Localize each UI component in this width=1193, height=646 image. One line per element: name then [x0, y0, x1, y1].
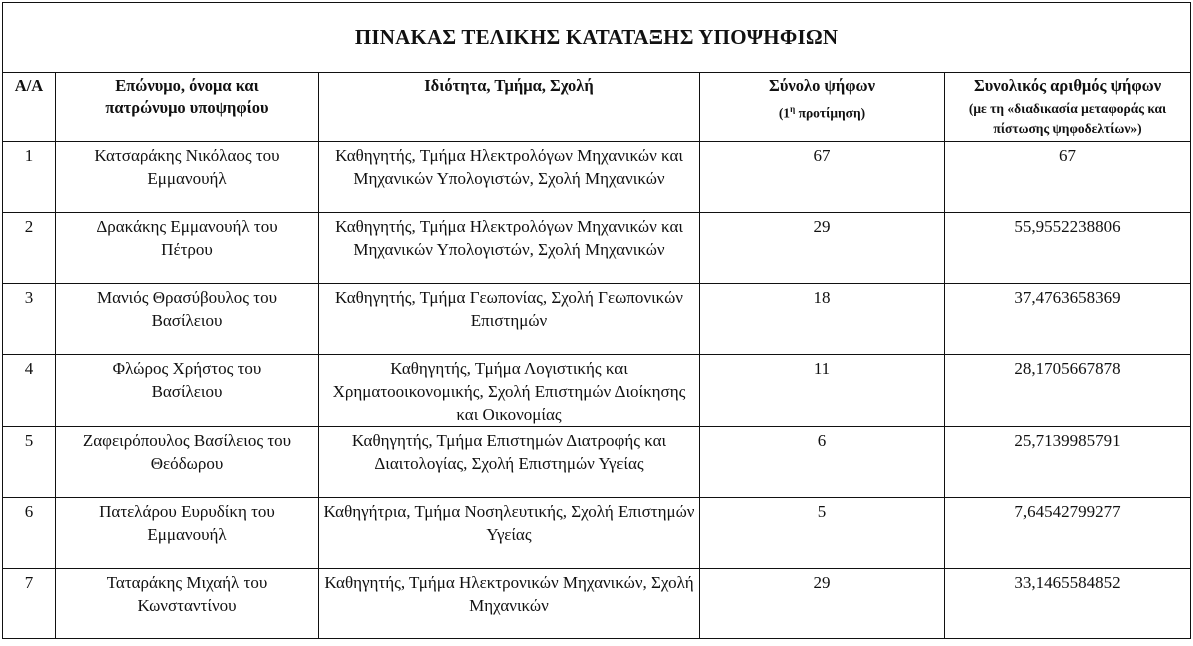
table-row: [3, 569, 1191, 639]
cell-name: Πατελάρου Ευρυδίκη του Εμμανουήλ: [56, 498, 319, 569]
cell-total: 55,9552238806: [945, 213, 1191, 284]
cell-aa: 2: [3, 213, 56, 284]
table-row: [3, 498, 1191, 569]
header-total-label: Συνολικός αριθμός ψήφων: [973, 76, 1162, 95]
header-votes-sub-sup: η: [790, 104, 796, 114]
cell-position: Καθηγητής, Τμήμα Ηλεκτρολόγων Μηχανικών και Μηχανικών Υπολογιστών, Σχολή Μηχανικών: [319, 213, 700, 284]
cell-total: 7,64542799277: [945, 498, 1191, 569]
cell-position: Καθηγητής, Τμήμα Λογιστικής και Χρηματοοικονομικής, Σχολή Επιστημών Διοίκησης και Οικονομίας: [319, 355, 700, 427]
header-row: [3, 73, 1191, 142]
header-total-sub: (με τη «διαδικασία μεταφοράς και πίστωσης ψηφοδελτίων»): [968, 101, 1167, 136]
cell-position: Καθηγητής, Τμήμα Επιστημών Διατροφής και Διαιτολογίας, Σχολή Επιστημών Υγείας: [319, 427, 700, 498]
header-votes-sub: [704, 99, 940, 124]
cell-name: Φλώρος Χρήστος του Βασίλειου: [56, 355, 319, 427]
cell-votes: 29: [700, 213, 945, 284]
cell-votes: 11: [700, 355, 945, 427]
document-title: ΠΙΝΑΚΑΣ ΤΕΛΙΚΗΣ ΚΑΤΑΤΑΞΗΣ ΥΠΟΨΗΦΙΩΝ: [3, 3, 1191, 73]
header-votes-sub-post: προτίμηση): [795, 105, 866, 121]
header-total: [945, 73, 1191, 142]
table-row: [3, 355, 1191, 427]
cell-votes: 18: [700, 284, 945, 355]
table-body: [3, 142, 1191, 639]
ranking-table: [2, 2, 1191, 639]
cell-position: Καθηγητής, Τμήμα Ηλεκτρολόγων Μηχανικών και Μηχανικών Υπολογιστών, Σχολή Μηχανικών: [319, 142, 700, 213]
table-row: [3, 213, 1191, 284]
cell-position: Καθηγήτρια, Τμήμα Νοσηλευτικής, Σχολή Επιστημών Υγείας: [319, 498, 700, 569]
cell-votes: 5: [700, 498, 945, 569]
cell-position: Καθηγητής, Τμήμα Γεωπονίας, Σχολή Γεωπονικών Επιστημών: [319, 284, 700, 355]
cell-total: 37,4763658369: [945, 284, 1191, 355]
header-position: Ιδιότητα, Τμήμα, Σχολή: [319, 73, 700, 142]
cell-votes: 67: [700, 142, 945, 213]
cell-aa: 4: [3, 355, 56, 427]
cell-total: 25,7139985791: [945, 427, 1191, 498]
cell-votes: 6: [700, 427, 945, 498]
cell-name: Δρακάκης Εμμανουήλ του Πέτρου: [56, 213, 319, 284]
table-row: [3, 427, 1191, 498]
header-aa: Α/Α: [3, 73, 56, 142]
cell-aa: 5: [3, 427, 56, 498]
cell-total: 67: [945, 142, 1191, 213]
cell-total: 33,1465584852: [945, 569, 1191, 639]
cell-name: Μανιός Θρασύβουλος του Βασίλειου: [56, 284, 319, 355]
cell-aa: 7: [3, 569, 56, 639]
table-row: [3, 142, 1191, 213]
header-votes-label: Σύνολο ψήφων: [769, 76, 875, 95]
cell-name: Ζαφειρόπουλος Βασίλειος του Θεόδωρου: [56, 427, 319, 498]
header-votes: [700, 73, 945, 142]
cell-aa: 6: [3, 498, 56, 569]
cell-aa: 3: [3, 284, 56, 355]
cell-name: Κατσαράκης Νικόλαος του Εμμανουήλ: [56, 142, 319, 213]
cell-votes: 29: [700, 569, 945, 639]
header-name: Επώνυμο, όνομα και πατρώνυμο υποψηφίου: [56, 73, 319, 142]
cell-position: Καθηγητής, Τμήμα Ηλεκτρονικών Μηχανικών, Σχολή Μηχανικών: [319, 569, 700, 639]
cell-aa: 1: [3, 142, 56, 213]
title-row: [3, 3, 1191, 73]
header-votes-sub-pre: (1: [778, 105, 791, 121]
cell-name: Ταταράκης Μιχαήλ του Κωνσταντίνου: [56, 569, 319, 639]
table-row: [3, 284, 1191, 355]
cell-total: 28,1705667878: [945, 355, 1191, 427]
